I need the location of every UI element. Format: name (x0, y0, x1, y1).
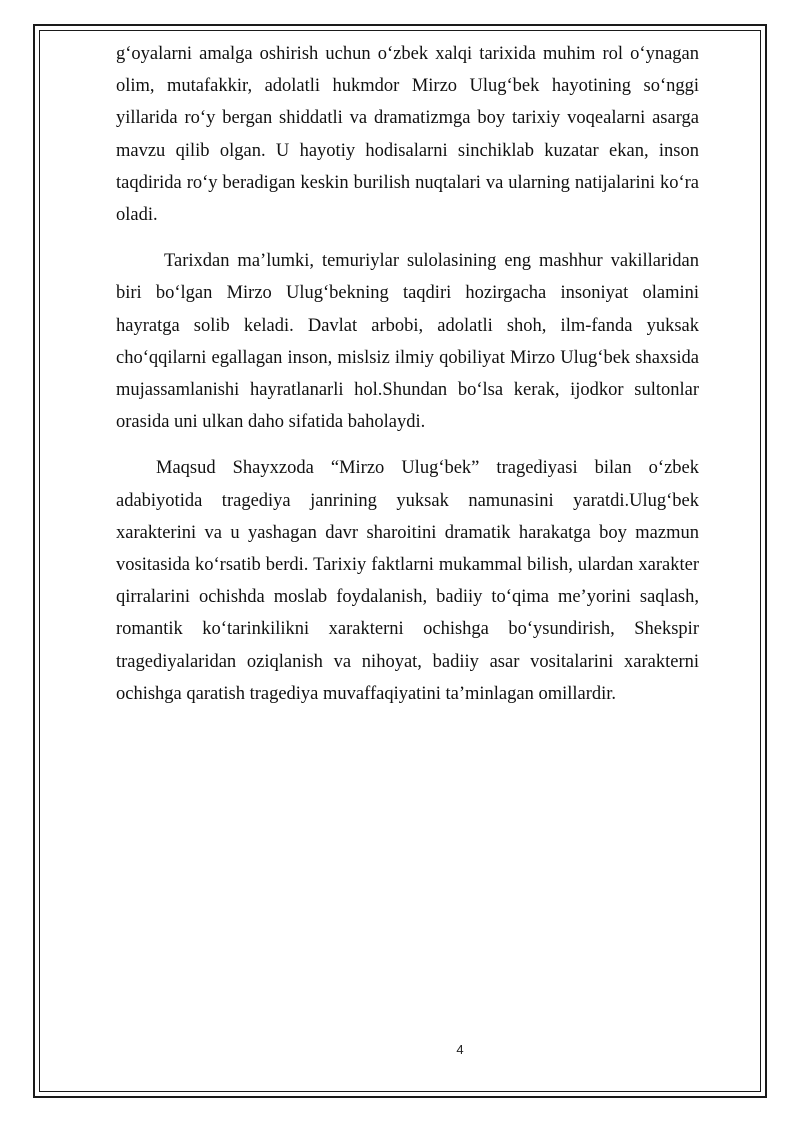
paragraph-3: Maqsud Shayxzoda “Mirzo Ulug‘bek” tragediyasi bilan o‘zbek adabiyotida tragediya janrining yuksak namunasini yaratdi.Ulug‘bek xarakterini va u yashagan davr sharoitini dramatik harakatga boy mazmun vositasida ko‘rsatib berdi. Tarixiy faktlarni mukammal bilish, ulardan xarakter qirralarini ochishda moslab foydalanish, badiiy to‘qima me’yorini saqlash, romantik ko‘tarinkilikni xarakterni ochishga bo‘ysundirish, Shekspir tragediyalaridan oziqlanish va nihoyat, badiiy asar vositalarini xarakterni ochishga qaratish tragediya muvaffaqiyatini ta’minlagan omillardir. (116, 458, 699, 704)
document-body (116, 38, 699, 710)
paragraph-2: Tarixdan ma’lumki, temuriylar sulolasining eng mashhur vakillaridan biri bo‘lgan Mirzo Ulug‘bekning taqdiri hozirgacha insoniyat olamini hayratga solib keladi. Davlat arbobi, adolatli shoh, ilm-fanda yuksak cho‘qqilarni egallagan inson, mislsiz ilmiy qobiliyat Mirzo Ulug‘bek shaxsida mujassamlanishi hayratlanarli hol.Shundan bo‘lsa kerak, ijodkor sultonlar orasida uni ulkan daho sifatida baholaydi. (116, 251, 699, 433)
page-number: 4 (456, 1042, 464, 1057)
paragraph-1: g‘oyalarni amalga oshirish uchun o‘zbek xalqi tarixida muhim rol o‘ynagan olim, mutafakkir, adolatli hukmdor Mirzo Ulug‘bek hayotining so‘nggi yillarida ro‘y bergan shiddatli va dramatizmga boy tarixiy voqealarni asarga mavzu qilib olgan. U hayotiy hodisalarni sinchiklab kuzatar ekan, inson taqdirida ro‘y beradigan keskin burilish nuqtalari va ularning natijalarini ko‘ra oladi. (116, 44, 699, 226)
